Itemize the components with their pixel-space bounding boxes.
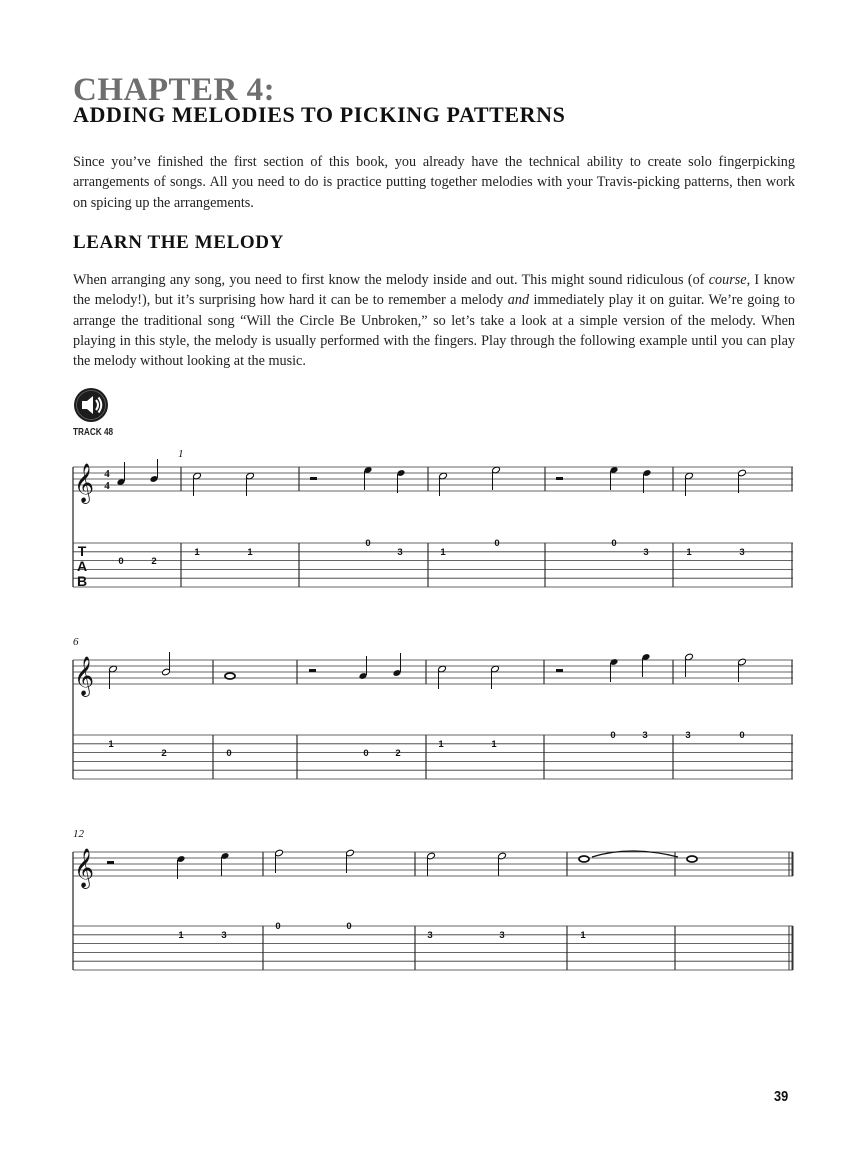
measure-number: 12 <box>73 828 84 840</box>
svg-text:3: 3 <box>397 547 403 558</box>
emphasis-and: and <box>507 292 530 309</box>
svg-text:1: 1 <box>247 547 253 558</box>
svg-text:1: 1 <box>178 930 184 941</box>
svg-text:0: 0 <box>494 538 500 549</box>
system-3-symbols <box>73 828 697 941</box>
svg-text:2: 2 <box>395 748 401 759</box>
time-signature: 4 <box>104 468 110 480</box>
treble-clef-icon: 𝄞 <box>74 656 95 696</box>
svg-text:1: 1 <box>440 547 446 558</box>
page-number: 39 <box>774 1088 789 1105</box>
system-2-symbols <box>73 636 747 759</box>
chapter-title: ADDING MELODIES TO PICKING PATTERNS <box>73 102 566 127</box>
svg-text:0: 0 <box>365 538 371 549</box>
svg-text:3: 3 <box>643 547 649 558</box>
svg-text:1: 1 <box>686 547 692 558</box>
tab-label-a: A <box>76 558 88 574</box>
svg-text:0: 0 <box>118 556 124 567</box>
track-label: TRACK 48 <box>73 427 114 438</box>
svg-text:0: 0 <box>610 730 616 741</box>
svg-text:3: 3 <box>642 730 648 741</box>
svg-text:2: 2 <box>161 748 167 759</box>
svg-text:1: 1 <box>438 739 444 750</box>
treble-clef-icon: 𝄞 <box>74 463 95 503</box>
svg-text:1: 1 <box>194 547 200 558</box>
text-part: , I know the melody!), but it’s surprising how hard it can be to remember a melody <box>73 272 795 309</box>
chapter-number: CHAPTER 4: <box>73 72 276 108</box>
svg-text:2: 2 <box>151 556 157 567</box>
svg-text:0: 0 <box>363 748 369 759</box>
svg-text:4: 4 <box>104 480 110 492</box>
system-3 <box>73 852 793 970</box>
svg-text:1: 1 <box>580 930 586 941</box>
treble-clef-icon: 𝄞 <box>74 848 95 888</box>
section-heading: LEARN THE MELODY <box>73 232 284 253</box>
emphasis-course: course <box>708 272 747 288</box>
svg-text:3: 3 <box>221 930 227 941</box>
svg-text:3: 3 <box>739 547 745 558</box>
text-part: immediately play it on guitar. We’re going to arrange the traditional song “Will the Circle Be Unbroken,” so let’s take a look at a simple version of the melody. When playing in this style, the melody is usually performed with the fingers. Play through the following example until you can play the melody without looking at the music. <box>73 292 795 370</box>
svg-text:0: 0 <box>226 748 232 759</box>
intro-text: Since you’ve finished the first section of this book, you already have the technical ability to create solo fingerpicking arrangements of songs. All you need to do is practice putting together melodies with your Travis-picking patterns, then work on spicing up the arrangements. <box>73 154 795 211</box>
text-part: When arranging any song, you need to first know the melody inside and out. This might sound ridiculous (of <box>73 272 709 288</box>
svg-text:1: 1 <box>108 739 114 750</box>
svg-text:1: 1 <box>491 739 497 750</box>
svg-text:0: 0 <box>275 921 281 932</box>
svg-text:0: 0 <box>739 730 745 741</box>
system-1-symbols <box>74 448 747 589</box>
measure-number: 1 <box>178 448 184 460</box>
tab-label-t: T <box>77 543 87 559</box>
svg-text:3: 3 <box>427 930 433 941</box>
svg-text:0: 0 <box>346 921 352 932</box>
svg-text:3: 3 <box>499 930 505 941</box>
svg-text:3: 3 <box>685 730 691 741</box>
svg-text:0: 0 <box>611 538 617 549</box>
tab-label-b: B <box>76 573 88 589</box>
measure-number: 6 <box>73 636 79 648</box>
system-2 <box>73 660 793 779</box>
